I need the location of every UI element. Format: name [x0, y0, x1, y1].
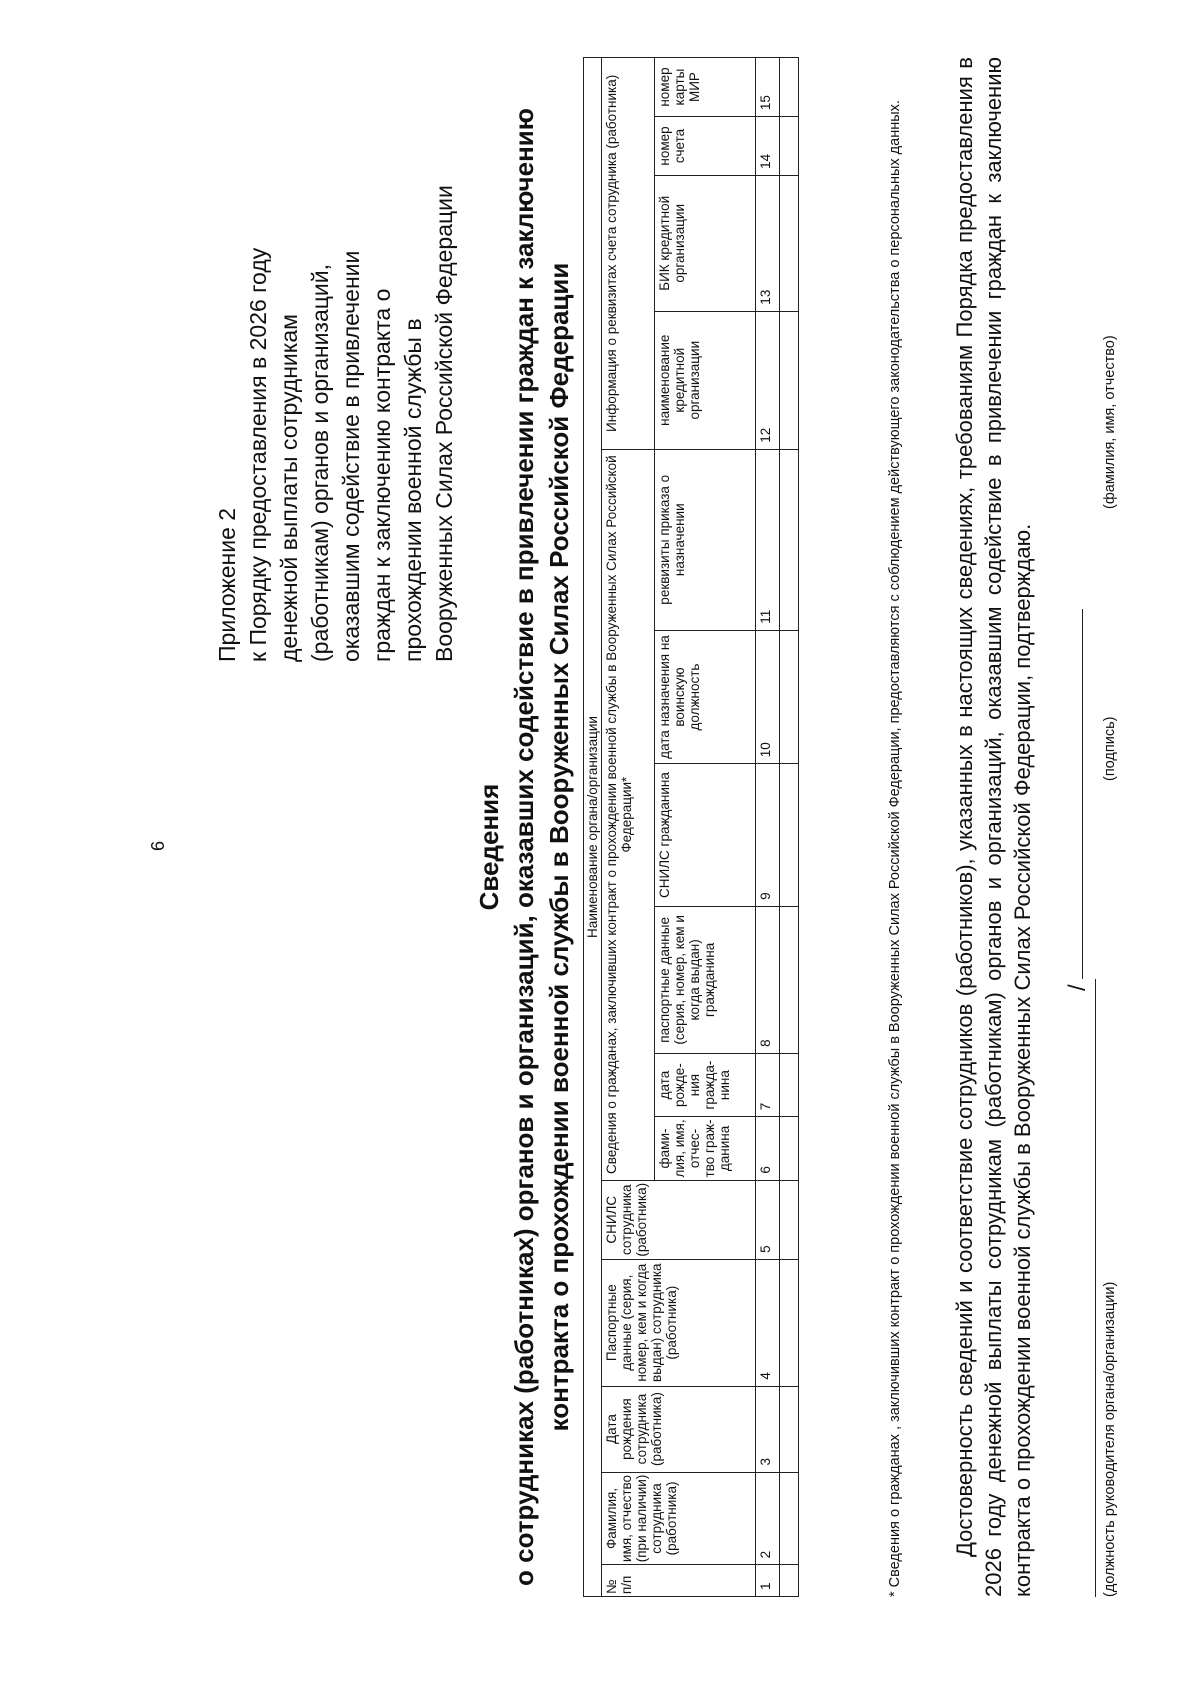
name-label: (фамилия, имя, отчество)	[1102, 335, 1118, 509]
column-number: 8	[756, 906, 780, 1053]
empty-cell	[780, 311, 799, 449]
subheader-citizen-snils: СНИЛС гражданина	[655, 764, 756, 907]
subheader-citizen-birth: дата рожде-ния гражда-нина	[655, 1053, 756, 1116]
column-number: 6	[756, 1117, 780, 1180]
empty-cell	[780, 1472, 799, 1565]
footnote: * Сведения о гражданах , заключивших контракт о прохождении военной службы в Вооруженных Силах Российской Федерации, предоставляются с соблюдением действующего законодательства о персональных данных.	[887, 100, 903, 1597]
subheader-bik: БИК кредитной организации	[655, 175, 756, 311]
empty-cell	[780, 630, 799, 764]
page-number: 6	[148, 840, 168, 851]
org-header-cell: Наименование органа/организации	[584, 58, 602, 1597]
empty-cell	[780, 906, 799, 1053]
appendix-line: граждан к заключению контракта о	[369, 288, 395, 662]
signature-label: (подпись)	[1102, 716, 1118, 781]
column-number: 15	[756, 58, 780, 117]
empty-cell	[780, 117, 799, 176]
subheader-order-details: реквизиты приказа о назначении	[655, 449, 756, 630]
empty-cell	[780, 1259, 799, 1386]
header-bank-group: Информация о реквизитах счета сотрудника (работника)	[602, 58, 655, 450]
column-number: 4	[756, 1259, 780, 1386]
confirmation-paragraph: Достоверность сведений и соответствие сотрудников (работников), указанных в настоящих сведениях, требованиям Порядка предоставления в 2026 году денежной выплаты сотрудникам (работникам) органов и организаций, оказавшим содействие в привлечении граждан к заключению контракта о прохождении военной службы в Вооруженных Силах Российской Федерации, подтверждаю.	[952, 57, 1035, 1597]
subheader-account: номер счета	[655, 117, 756, 176]
column-number: 7	[756, 1053, 780, 1116]
appendix-line: прохождении военной службы в	[400, 318, 426, 662]
empty-cell	[780, 1053, 799, 1116]
subheader-bank-name: наименование кредитной организации	[655, 311, 756, 449]
header-fio: Фамилия, имя, отчество (при наличии) сотрудника (работника)	[602, 1472, 756, 1565]
empty-cell	[780, 58, 799, 117]
empty-cell	[780, 175, 799, 311]
column-number: 1	[756, 1565, 780, 1597]
appendix-line: Приложение 2	[214, 507, 240, 662]
empty-cell	[780, 449, 799, 630]
column-number: 10	[756, 630, 780, 764]
subheader-citizen-fio: фами-лия, имя, отчес-тво граж-данина	[655, 1117, 756, 1180]
column-number: 12	[756, 311, 780, 449]
appendix-line: оказавшим содействие в привлечении	[338, 250, 364, 662]
header-snils: СНИЛС сотрудника (работника)	[602, 1180, 756, 1259]
subheader-card: номер карты МИР	[655, 58, 756, 117]
appendix-line: денежной выплаты сотрудникам	[276, 314, 302, 662]
header-passport: Паспортные данные (серия, номер, кем и когда выдан) сотрудника (работника)	[602, 1259, 756, 1386]
data-table	[583, 57, 799, 1597]
empty-cell	[780, 1386, 799, 1472]
column-number: 14	[756, 117, 780, 176]
empty-cell	[780, 1565, 799, 1597]
header-num: № п/п	[602, 1565, 756, 1597]
title-line: о сотрудниках (работниках) органов и организаций, оказавших содействие в привлечении граждан к заключению	[509, 108, 539, 1586]
empty-cell	[780, 764, 799, 907]
column-number: 2	[756, 1472, 780, 1565]
empty-cell	[780, 1117, 799, 1180]
signature-line-position	[1095, 979, 1096, 1597]
subheader-assignment-date: дата назначения на воинскую должность	[655, 630, 756, 764]
appendix-line: Вооруженных Силах Российской Федерации	[431, 185, 457, 662]
appendix-block	[212, 12, 460, 662]
header-citizens-group: Сведения о гражданах, заключивших контракт о прохождении военной службы в Вооруженных Силах Российской Федерации*	[602, 449, 655, 1180]
position-label: (должность руководителя органа/организации)	[1102, 1281, 1118, 1597]
column-number: 11	[756, 449, 780, 630]
appendix-line: (работникам) органов и организаций,	[307, 263, 333, 662]
column-number: 13	[756, 175, 780, 311]
column-number: 9	[756, 764, 780, 907]
title-heading: Сведения	[474, 783, 504, 911]
title-line: контракта о прохождении военной службы в Вооруженных Силах Российской Федерации	[544, 262, 574, 1432]
header-birth: Дата рождения сотрудника (работника)	[602, 1386, 756, 1472]
appendix-line: к Порядку предоставления в 2026 году	[245, 247, 271, 662]
signature-separator: /	[1064, 984, 1091, 991]
subheader-citizen-passport: паспортные данные (серия, номер, кем и когда выдан) гражданина	[655, 906, 756, 1053]
document-title	[472, 57, 577, 1637]
signature-line-signature	[1082, 609, 1083, 979]
column-number: 5	[756, 1180, 780, 1259]
column-number: 3	[756, 1386, 780, 1472]
empty-cell	[780, 1180, 799, 1259]
